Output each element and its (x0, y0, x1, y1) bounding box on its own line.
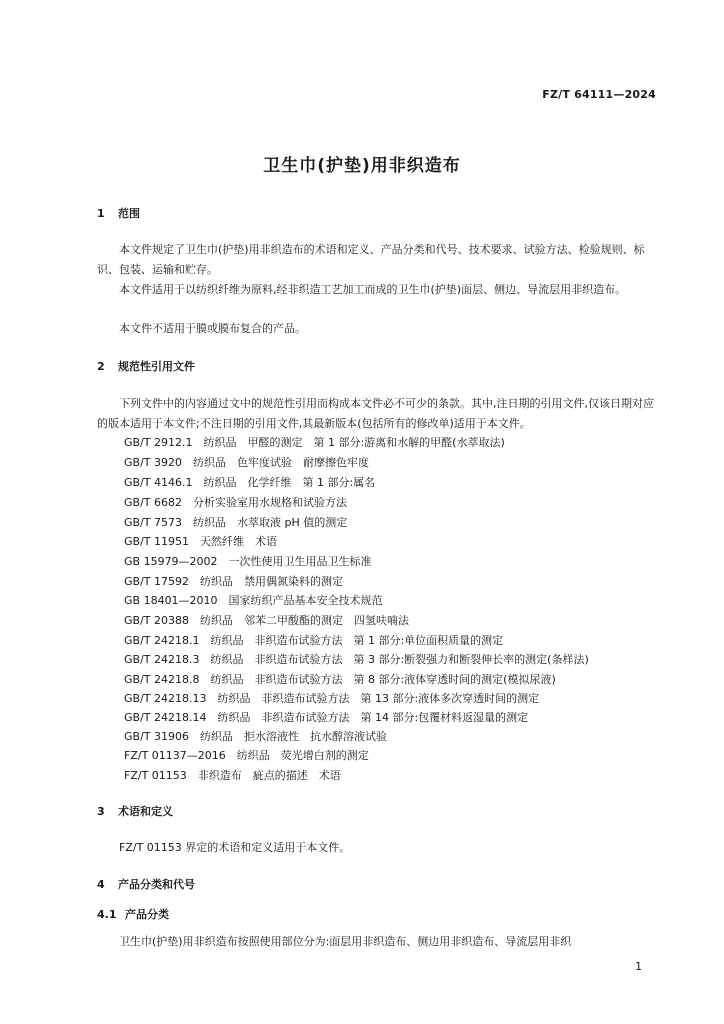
section-number: 3 (97, 805, 105, 818)
reference-item: GB/T 24218.1 纺织品 非织造布试验方法 第 1 部分:单位面积质量的测定 (124, 634, 504, 647)
scope-paragraph-1: 本文件规定了卫生巾(护垫)用非织造布的术语和定义、产品分类和代号、技术要求、试验方法、检验规则、标识、包装、运输和贮存。 (97, 243, 645, 276)
reference-item: GB/T 17592 纺织品 禁用偶氮染料的测定 (124, 575, 343, 588)
reference-item: GB/T 24218.8 纺织品 非织造布试验方法 第 8 部分:液体穿透时间的测定(模拟尿液) (124, 673, 556, 686)
reference-item: GB/T 6682 分析实验室用水规格和试验方法 (124, 496, 347, 509)
reference-item: GB/T 3920 纺织品 色牢度试验 耐摩擦色牢度 (124, 456, 369, 469)
section-number: 4.1 (97, 908, 117, 921)
reference-item: GB/T 7573 纺织品 水萃取液 pH 值的测定 (124, 516, 348, 529)
section-title: 范围 (118, 207, 140, 220)
section-2-heading (97, 358, 195, 374)
section-4-heading (97, 876, 195, 892)
reference-item: GB 15979—2002 一次性使用卫生用品卫生标准 (124, 555, 372, 568)
reference-item: GB/T 24218.13 纺织品 非织造布试验方法 第 13 部分:液体多次穿透时间的测定 (124, 692, 540, 705)
section-number: 1 (97, 207, 105, 220)
section-4-1-heading (97, 906, 169, 922)
classification-paragraph: 卫生巾(护垫)用非织造布按照使用部位分为:面层用非织造布、侧边用非织造布、导流层用非织 (119, 935, 572, 948)
section-title: 术语和定义 (118, 805, 173, 818)
reference-item: GB/T 24218.14 纺织品 非织造布试验方法 第 14 部分:包覆材料返湿量的测定 (124, 711, 529, 724)
references-intro: 下列文件中的内容通过文中的规范性引用而构成本文件必不可少的条款。其中,注日期的引用文件,仅该日期对应的版本适用于本文件;不注日期的引用文件,其最新版本(包括所有的修改单)适用于本文件。 (97, 397, 654, 430)
reference-item: GB/T 2912.1 纺织品 甲醛的测定 第 1 部分:游离和水解的甲醛(水萃取法) (124, 436, 505, 449)
section-number: 2 (97, 360, 105, 373)
terms-paragraph: FZ/T 01153 界定的术语和定义适用于本文件。 (119, 841, 351, 854)
reference-item: GB/T 24218.3 纺织品 非织造布试验方法 第 3 部分:断裂强力和断裂伸长率的测定(条样法) (124, 653, 589, 666)
section-3-heading (97, 803, 173, 819)
section-title: 产品分类和代号 (118, 878, 195, 891)
reference-item: GB/T 4146.1 纺织品 化学纤维 第 1 部分:属名 (124, 476, 376, 489)
reference-item: GB/T 31906 纺织品 拒水溶液性 抗水醇溶液试验 (124, 730, 387, 743)
section-title: 产品分类 (125, 908, 169, 921)
reference-item: GB/T 20388 纺织品 邻苯二甲酸酯的测定 四氢呋喃法 (124, 614, 409, 627)
scope-paragraph-3: 本文件不适用于膜或膜布复合的产品。 (119, 322, 306, 335)
reference-item: FZ/T 01153 非织造布 疵点的描述 术语 (124, 769, 341, 782)
standard-number: FZ/T 64111—2024 (542, 88, 656, 101)
document-title: 卫生巾(护垫)用非织造布 (263, 156, 461, 176)
section-number: 4 (97, 878, 105, 891)
section-title: 规范性引用文件 (118, 360, 195, 373)
reference-item: GB 18401—2010 国家纺织产品基本安全技术规范 (124, 594, 383, 607)
scope-paragraph-2: 本文件适用于以纺织纤维为原料,经非织造工艺加工而成的卫生巾(护垫)面层、侧边、导流层用非织造布。 (119, 283, 627, 296)
reference-item: GB/T 11951 天然纤维 术语 (124, 535, 277, 548)
section-1-heading (97, 205, 140, 221)
reference-item: FZ/T 01137—2016 纺织品 荧光增白剂的测定 (124, 749, 369, 762)
page-number: 1 (635, 960, 642, 973)
